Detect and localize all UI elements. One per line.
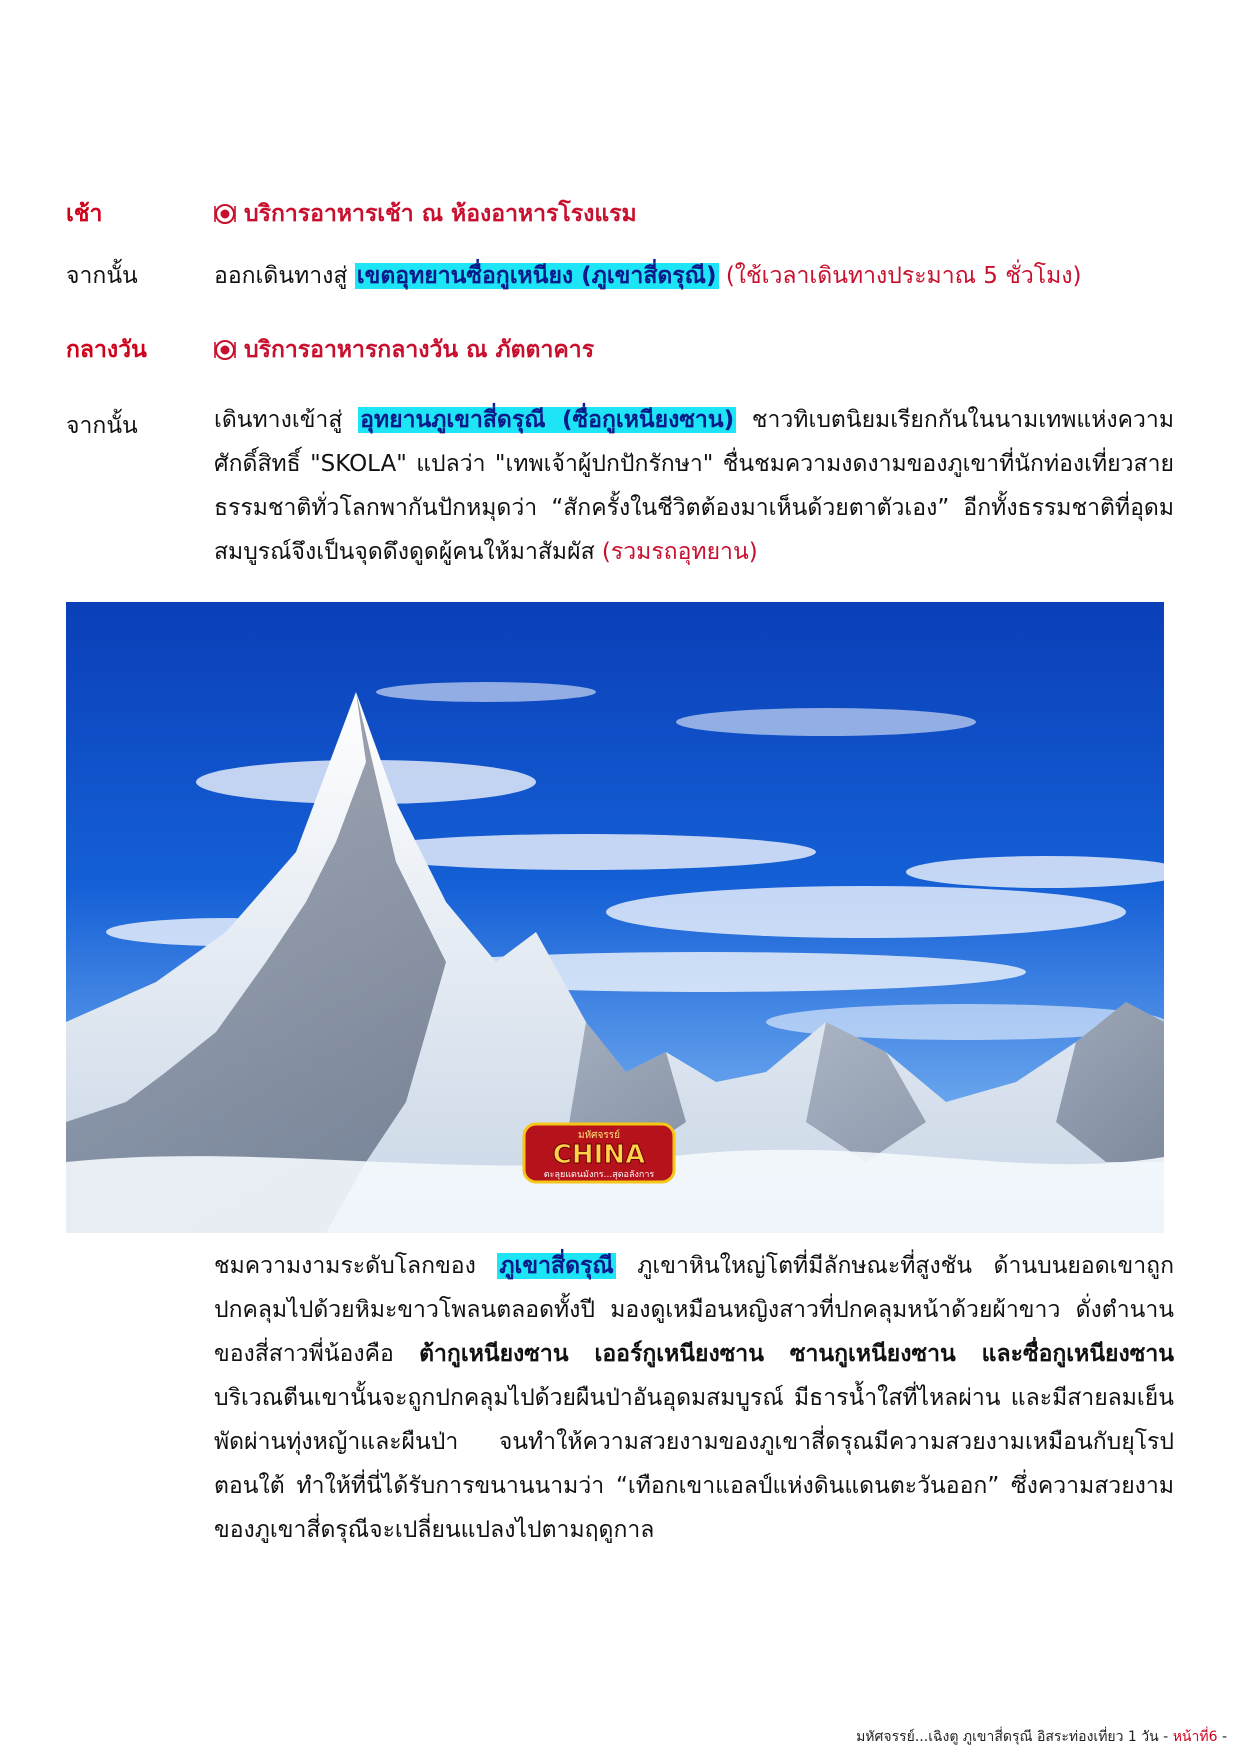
destination-highlight: เขตอุทยานซื่อกูเหนียง (ภูเขาสี่ดรุณี): [356, 263, 717, 289]
park-note: (รวมรถอุทยาน): [601, 539, 758, 565]
park-prefix: เดินทางเข้าสู่: [214, 407, 343, 433]
description-paragraph: [214, 1244, 1174, 1552]
park-highlight: อุทยานภูเขาสี่ดรุณี (ซื่อกูเหนียงซาน): [360, 407, 735, 433]
dining-plate-icon: [214, 203, 236, 225]
travel-prefix: ออกเดินทางสู่: [214, 263, 348, 289]
travel-line-1: [214, 258, 1174, 294]
breakfast-text: บริการอาหารเช้า ณ ห้องอาหารโรงแรม: [244, 201, 637, 227]
label-lunch: กลางวัน: [66, 337, 147, 363]
logo-text: CHINA: [552, 1140, 646, 1170]
logo-small-top: มหัศจรรย์: [578, 1130, 620, 1141]
desc-highlight: ภูเขาสี่ดรุณี: [499, 1253, 614, 1279]
desc-sisters-names: ต้ากูเหนียงซาน เออร์กูเหนียงซาน ซานกูเหนียงซาน และซื่อกูเหนียงซาน: [419, 1341, 1175, 1367]
label-morning: เช้า: [66, 201, 103, 227]
page-footer: [856, 1726, 1227, 1748]
lunch-text: บริการอาหารกลางวัน ณ ภัตตาคาร: [244, 337, 595, 363]
page-number: หน้าที่6: [1172, 1729, 1218, 1745]
mountain-photo: [66, 602, 1164, 1233]
park-body: ชาวทิเบตนิยมเรียกกันในนามเทพแห่งความศักดิ์สิทธิ์ "SKOLA" แปลว่า "เทพเจ้าผู้ปกปักรักษา" ชื่นชมความงดงามของภูเขาที่นักท่องเที่ยวสายธรรมชาติทั่วโลกพากันปักหมุดว่า “สักครั้งในชีวิตต้องมาเห็นด้วยตาตัวเอง” อีกทั้งธรรมชาติที่อุดมสมบูรณ์จึงเป็นจุดดึงดูดผู้คนให้มาสัมผัส: [214, 407, 1175, 565]
desc-part1: ภูเขาหินใหญ่โตที่มีลักษณะที่สูงชัน ด้านบนยอดเขาถูกปกคลุมไปด้วยหิมะขาวโพลนตลอดทั้งปี มองดูเหมือนหญิงสาวที่ปกคลุมหน้าด้วยผ้าขาว ดั่งตำนานของสี่สาวพี่น้องคือ: [214, 1253, 1175, 1367]
footer-text: มหัศจรรย์...เฉิงตู ภูเขาสี่ดรุณี อิสระท่องเที่ยว 1 วัน -: [856, 1729, 1169, 1745]
desc-prefix: ชมความงามระดับโลกของ: [214, 1253, 476, 1279]
dining-plate-icon: [214, 339, 236, 361]
label-then-2: จากนั้น: [66, 413, 138, 439]
mountain-illustration: [66, 602, 1164, 1233]
meal-lunch: [214, 332, 1174, 368]
logo-small-bottom: ตะลุยแดนมังกร...สุดอลังการ: [543, 1170, 655, 1180]
travel-duration: (ใช้เวลาเดินทางประมาณ 5 ชั่วโมง): [725, 263, 1082, 289]
footer-end: -: [1221, 1729, 1227, 1745]
park-paragraph: [214, 398, 1174, 574]
meal-breakfast: [214, 196, 1174, 232]
desc-part2: บริเวณตีนเขานั้นจะถูกปกคลุมไปด้วยผืนป่าอันอุดมสมบูรณ์ มีธารน้ำใสที่ไหลผ่าน และมีสายลมเย็นพัดผ่านทุ่งหญ้าและผืนป่า จนทำให้ความสวยงามของภูเขาสี่ดรุณมีความสวยงามเหมือนกับยุโรปตอนใต้ ทำให้ที่นี่ได้รับการขนานนามว่า “เทือกเขาแอลป์แห่งดินแดนตะวันออก” ซึ่งความสวยงามของภูเขาสี่ดรุณีจะเปลี่ยนแปลงไปตามฤดูกาล: [214, 1385, 1174, 1543]
label-then-1: จากนั้น: [66, 263, 138, 289]
china-logo: [524, 1124, 674, 1182]
